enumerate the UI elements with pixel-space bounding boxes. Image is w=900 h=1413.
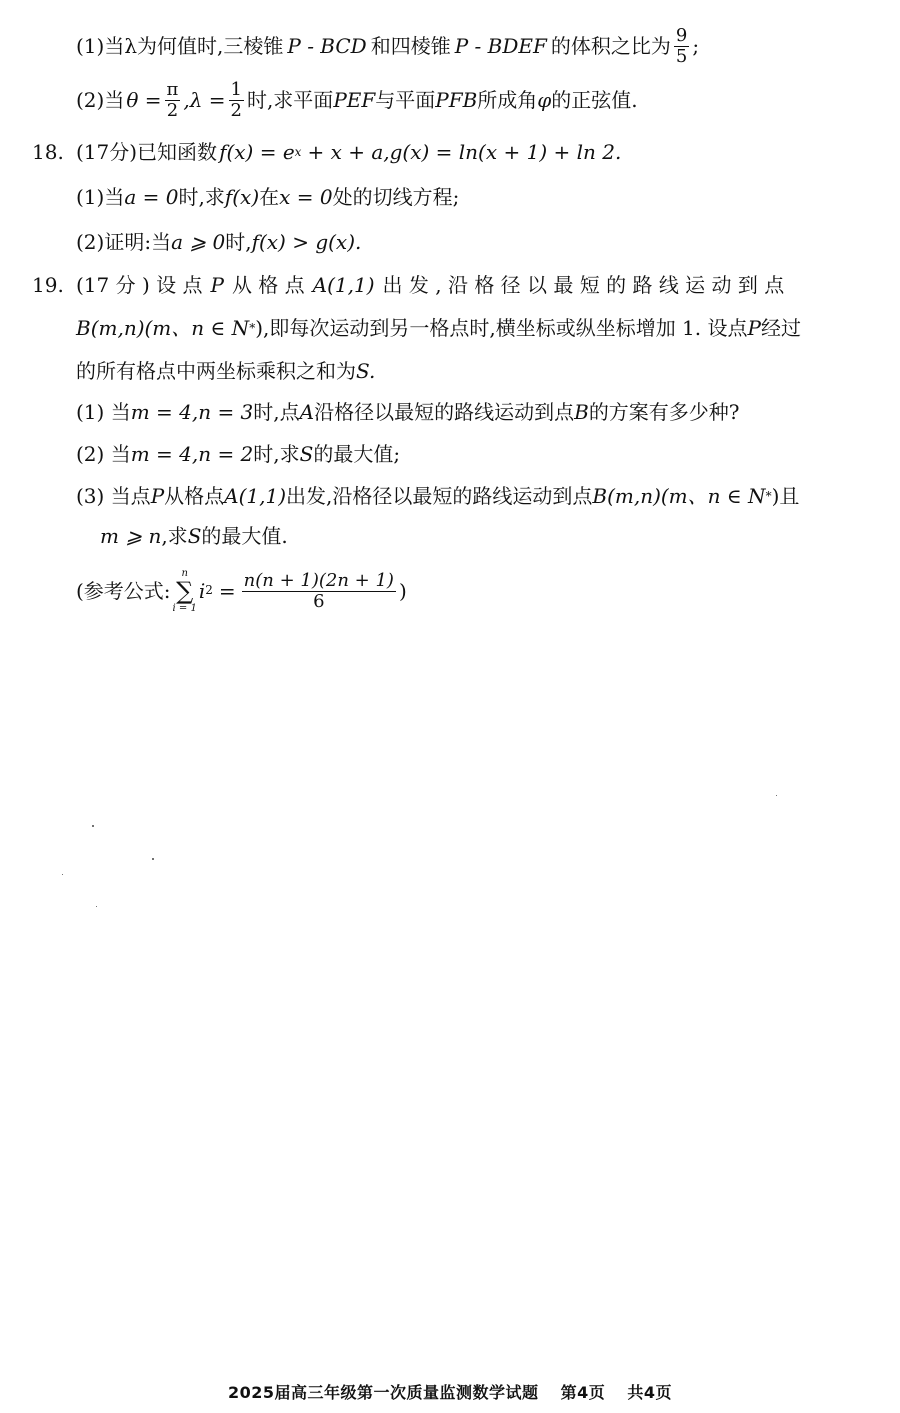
q18-exponent: x [294, 145, 302, 159]
fraction-denominator: 2 [166, 99, 179, 121]
q19-part2-text-a: (2) 当 [76, 442, 131, 466]
formula-text-b: ) [398, 579, 407, 603]
q19-part3-text-a: (3) 当点 [76, 484, 151, 508]
q18-part2-text-a: (2)证明:当 [76, 230, 172, 254]
q18-part1-cond: a = 0 [124, 185, 179, 209]
scan-speck [92, 825, 94, 827]
summation-term: i [198, 579, 206, 603]
formula-fraction [242, 571, 396, 612]
scan-speck [96, 906, 97, 907]
q19-part3-p: P [150, 484, 165, 508]
q17-part2-text-b: 时,求平面 [246, 88, 334, 112]
fraction-denominator: 2 [230, 99, 242, 121]
q17-part1-fraction [674, 26, 689, 67]
summation-operator [173, 568, 197, 614]
q19-part3-text-e: 出发,沿格径以最短的路线运动到点 [286, 484, 593, 508]
scan-speck [152, 858, 154, 860]
q19-part1-cond: m = 4,n = 3 [130, 400, 254, 424]
q18-number: 18. [32, 140, 64, 164]
q18-part2-text-c: 时, [225, 230, 252, 254]
q19-stem-text-e: 出 发 , 沿 格 径 以 最 短 的 路 线 运 动 到 点 [382, 273, 785, 297]
q19-point-a: A(1,1) [312, 273, 375, 297]
q19-part2-s: S [299, 442, 314, 466]
q18-part2-inequality: f(x) > g(x). [251, 230, 362, 254]
q19-part1-text-e: 沿格径以最短的路线运动到点 [314, 400, 575, 424]
q19-part3-text-b: ,求 [161, 524, 188, 548]
q19-number: 19. [32, 273, 64, 297]
q19-point-b: B(m,n)(m、n ∈ N [76, 316, 250, 340]
q19-part2-text-e: 的最大值; [313, 442, 401, 466]
q17-part2-fraction-one-half [229, 80, 244, 121]
q19-stem-text-b: ),即每次运动到另一格点时,横坐标或纵坐标增加 1. 设点 [255, 316, 748, 340]
q17-part2-phi: φ [537, 88, 552, 112]
sigma-symbol: ∑ [176, 577, 194, 605]
formula-text-a: (参考公式: [76, 579, 171, 603]
q19-part3-cond: m ⩾ n [100, 524, 162, 548]
q18-stem-text-a: (17分)已知函数 [76, 140, 218, 164]
q18-part1-text-g: 处的切线方程; [332, 185, 460, 209]
q18-part1-text-c: 时,求 [178, 185, 225, 209]
q17-part2 [76, 76, 638, 124]
q17-part1-text-c: 和四棱锥 [370, 34, 451, 58]
scan-speck [62, 874, 63, 875]
q18-part1-text-a: (1)当 [76, 185, 125, 209]
q19-part1-b: B [574, 400, 589, 424]
q18-function-g: g(x) = ln(x + 1) + ln 2. [389, 140, 622, 164]
q17-part2-lambda: ,λ = [183, 88, 226, 112]
q19-part2-cond: m = 4,n = 2 [130, 442, 254, 466]
q17-part1-text-f: ; [692, 34, 700, 58]
q19-stem-p: P [747, 316, 761, 340]
q19-stem-s: S. [356, 359, 376, 383]
q18-stem [32, 138, 621, 166]
q19-part2 [76, 440, 400, 468]
q18-part1-fx: f(x) [224, 185, 260, 209]
q19-part3-line1 [76, 482, 799, 510]
q19-part1-text-a: (1) 当 [76, 400, 131, 424]
q19-part1-a: A [299, 400, 315, 424]
q17-part1-text-a: (1)当λ为何值时,三棱锥 [76, 34, 284, 58]
q17-part1-pyramid-pbdef: P - BDEF [454, 34, 547, 58]
q19-part3-s: S [187, 524, 202, 548]
q19-stem-text-line3: 的所有格点中两坐标乘积之和为 [76, 359, 356, 383]
q19-part3-nstar-sup: * [765, 489, 772, 503]
q19-part1 [76, 398, 740, 426]
fraction-numerator: 1 [230, 78, 242, 100]
q17-part1-text-e: 的体积之比为 [550, 34, 671, 58]
page-footer [0, 1380, 900, 1403]
q17-part1 [76, 22, 699, 70]
q17-part2-text-f: 所成角 [477, 88, 538, 112]
q17-part2-text-d: 与平面 [375, 88, 436, 112]
q17-part2-fraction-pi-over-2 [165, 80, 181, 121]
q19-reference-formula [76, 562, 407, 620]
q19-stem-text-a: (17 分 ) 设 点 [76, 273, 203, 297]
footer-page: 第4页 [560, 1383, 606, 1402]
q19-part1-text-g: 的方案有多少种? [588, 400, 740, 424]
q19-stem-text-d: 经过 [760, 316, 801, 340]
q17-part2-plane-pef: PEF [333, 88, 376, 112]
formula-equals: = [218, 579, 236, 603]
fraction-numerator: n(n + 1)(2n + 1) [243, 569, 394, 591]
q18-part1-text-e: 在 [259, 185, 280, 209]
q17-part1-pyramid-pbcd: P - BCD [287, 34, 367, 58]
q19-point-p: P [210, 273, 224, 297]
q19-part3-a: A(1,1) [224, 484, 287, 508]
q17-part2-text-a: (2)当 [76, 88, 125, 112]
q19-part3-b: B(m,n)(m、n ∈ N [592, 484, 766, 508]
q19-part3-text-c: 从格点 [164, 484, 225, 508]
q17-part2-text-g: 的正弦值. [551, 88, 638, 112]
q19-nstar-sup: * [249, 321, 256, 335]
footer-total: 共4页 [627, 1383, 672, 1402]
summation-term-exponent: 2 [205, 583, 213, 597]
q19-stem-line2 [76, 314, 801, 342]
summation-upper: n [181, 568, 188, 579]
q18-part2 [76, 228, 361, 256]
q19-part3-text-g: )且 [771, 484, 800, 508]
q17-part2-plane-pfb: PFB [435, 88, 478, 112]
fraction-denominator: 6 [242, 591, 396, 612]
q19-stem-line1 [32, 271, 784, 299]
q17-part2-theta: θ = [126, 88, 162, 112]
fraction-numerator: π [166, 78, 179, 100]
fraction-numerator: 9 [675, 24, 688, 46]
scan-speck [776, 795, 777, 796]
summation-lower: i = 1 [172, 603, 197, 614]
q18-part1-x0: x = 0 [279, 185, 333, 209]
q18-function-f-rest: + x + a, [307, 140, 390, 164]
q19-stem-text-c: 从 格 点 [231, 273, 305, 297]
q19-part2-text-c: 时,求 [253, 442, 300, 466]
fraction-denominator: 5 [675, 45, 688, 67]
q19-part3-line2 [100, 522, 288, 550]
q19-stem-line3 [76, 357, 375, 385]
q19-part1-text-c: 时,点 [253, 400, 300, 424]
q19-part3-text-d: 的最大值. [201, 524, 288, 548]
footer-title: 2025届高三年级第一次质量监测数学试题 [228, 1383, 539, 1402]
q18-part1 [76, 183, 459, 211]
q18-function-f: f(x) = e [219, 140, 295, 164]
q18-part2-cond: a ⩾ 0 [171, 230, 226, 254]
